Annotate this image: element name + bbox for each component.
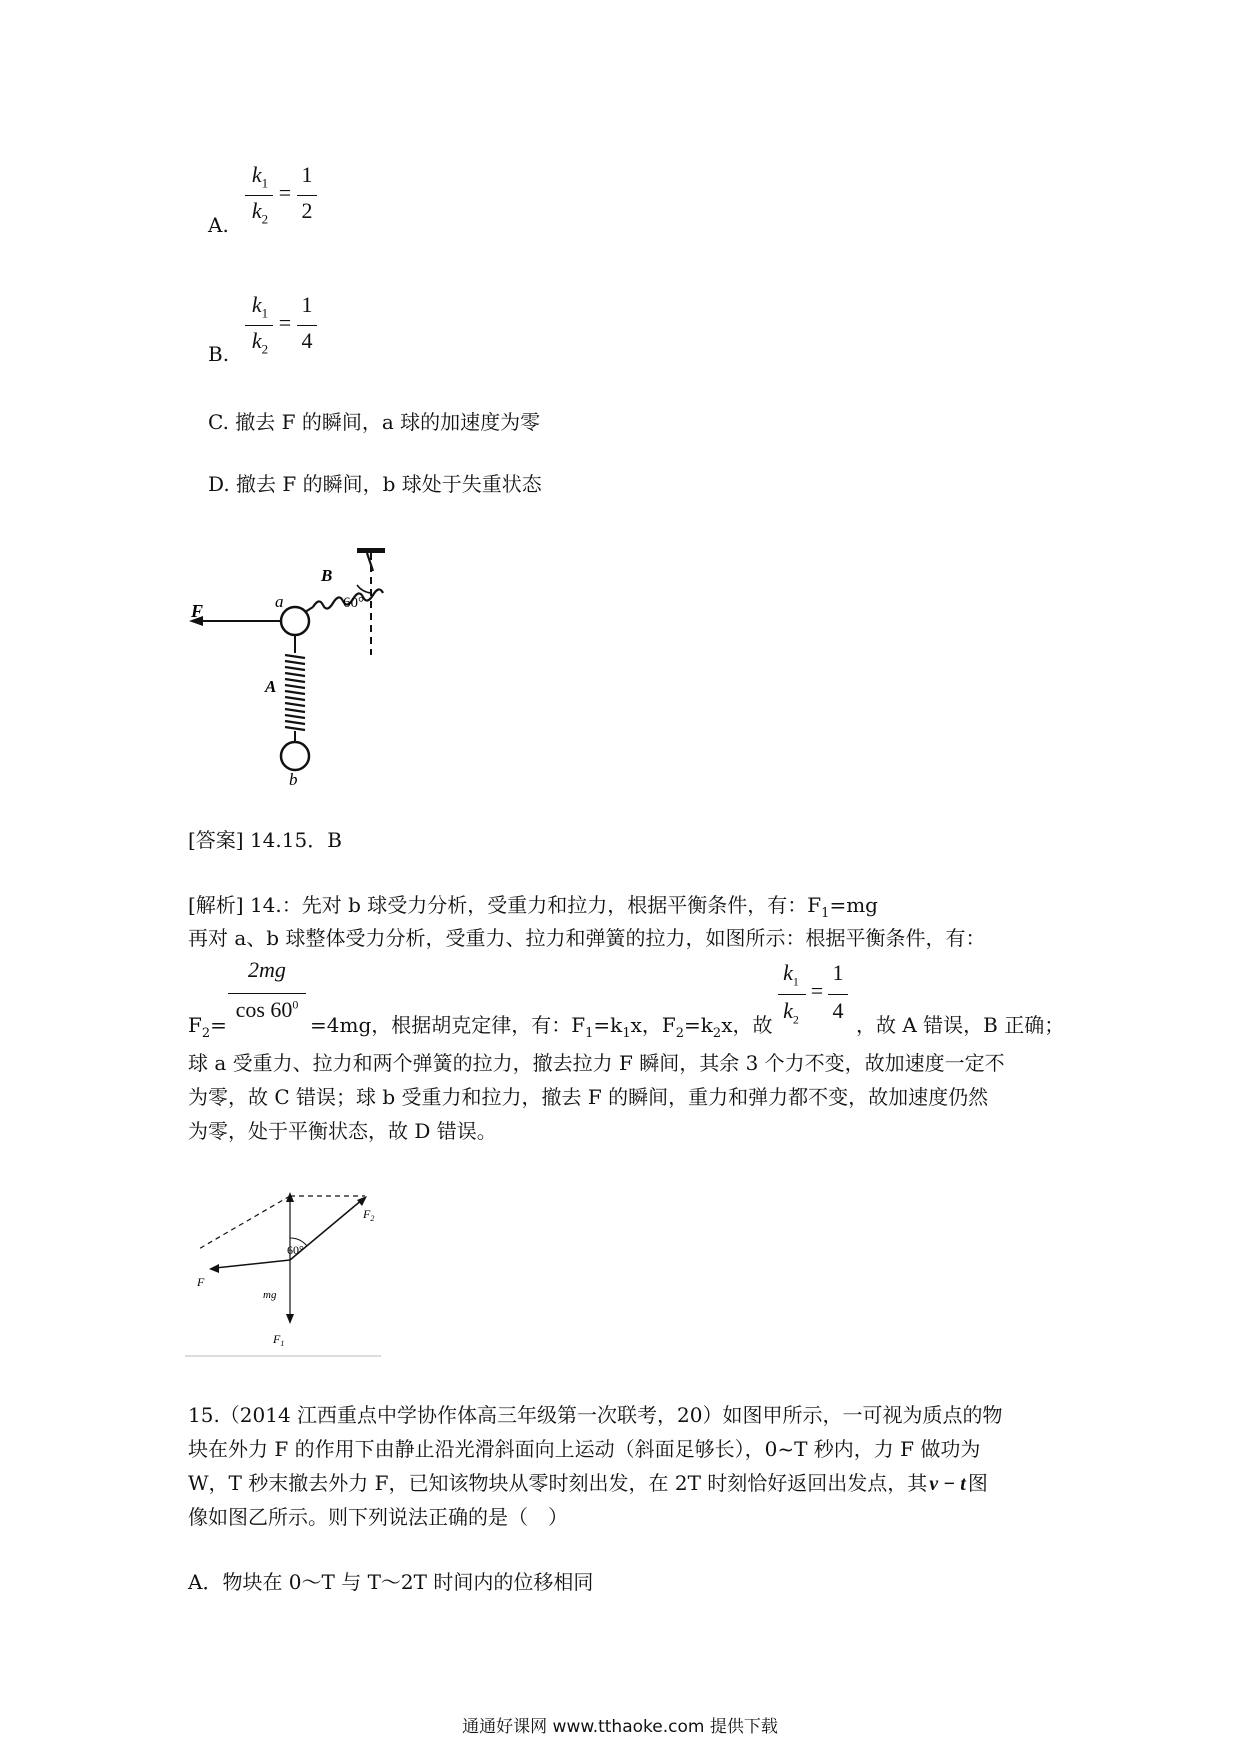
q15-line-3-text: W，T 秒末撤去外力 F，已知该物块从零时刻出发，在 2T 时刻恰好返回出发点，其 xyxy=(188,1471,928,1495)
line3-text-3: x，F xyxy=(630,1013,676,1037)
option-a-formula xyxy=(245,160,320,235)
force-diagram xyxy=(185,1188,385,1358)
f2-diag-sub: 2 xyxy=(370,1214,375,1223)
mg-diagram-label: mg xyxy=(263,1289,277,1301)
line3-sub-4: 2 xyxy=(712,1026,722,1041)
fraction-numerator: 2mg xyxy=(248,957,286,982)
angle-diagram-label: 60° xyxy=(287,1243,304,1257)
ratio-numerator: 1 xyxy=(301,162,313,187)
line3-text-2: =k xyxy=(593,1013,623,1037)
f2-fraction xyxy=(226,955,308,1035)
angle-60-label: 60° xyxy=(343,595,364,611)
k2-letter: k xyxy=(251,198,262,223)
k2-sub: 2 xyxy=(261,211,269,227)
f2-label xyxy=(188,1008,227,1051)
k2-sub: 2 xyxy=(261,341,269,357)
f2-equals: = xyxy=(210,1013,227,1037)
spring-a-label: A xyxy=(265,677,277,696)
f-diagram-label: F xyxy=(197,1275,205,1289)
ratio-den: 4 xyxy=(832,998,844,1023)
analysis-line-1-end: =mg xyxy=(829,893,878,917)
k1-letter: k xyxy=(251,292,262,317)
q15-line-3 xyxy=(188,1466,988,1501)
f1-diag-letter: F xyxy=(273,1332,281,1346)
ratio-k2: k xyxy=(783,998,793,1023)
k1-letter: k xyxy=(251,162,262,187)
f2-diagram-label xyxy=(362,1207,374,1223)
analysis-line-2: 再对 a、b 球整体受力分析，受重力、拉力和弹簧的拉力，如图所示：根据平衡条件，有： xyxy=(188,926,986,950)
analysis-line-4: 球 a 受重力、拉力和两个弹簧的拉力，撤去拉力 F 瞬间，其余 3 个力不变，故加速度一定不 xyxy=(188,1051,1005,1075)
q15-line-1: 15.（2014 江西重点中学协作体高三年级第一次联考，20）如图甲所示，一可视为质点的物 xyxy=(188,1403,1003,1427)
force-f-label: F xyxy=(191,601,204,621)
q15-line-4: 像如图乙所示。则下列说法正确的是（ ） xyxy=(188,1505,568,1529)
option-d: D. 撤去 F 的瞬间，b 球处于失重状态 xyxy=(208,472,542,496)
equals-sign: = xyxy=(278,180,292,205)
option-b-formula xyxy=(245,290,320,365)
equals-sign: = xyxy=(278,310,292,335)
fraction-denominator: cos 60 xyxy=(235,997,293,1022)
line3-text-4: =k xyxy=(684,1013,713,1037)
ratio-k1-sub: 1 xyxy=(792,974,799,989)
ratio-numerator: 1 xyxy=(301,292,313,317)
f1-diagram-label xyxy=(272,1332,284,1348)
ratio-equals: = xyxy=(810,978,824,1003)
analysis-line-6: 为零，处于平衡状态，故 D 错误。 xyxy=(188,1119,497,1143)
f1-diag-sub: 1 xyxy=(280,1339,285,1348)
answer-line: [答案] 14.15．B xyxy=(188,828,342,852)
f2-diag-letter: F xyxy=(363,1207,371,1221)
ratio-denominator: 2 xyxy=(301,198,313,223)
ratio-k1: k xyxy=(783,960,793,985)
line3-text-1: =4mg，根据胡克定律，有：F xyxy=(310,1013,586,1037)
q15-option-a: A．物块在 0～T 与 T～2T 时间内的位移相同 xyxy=(188,1570,594,1594)
ratio-denominator: 4 xyxy=(301,328,313,353)
page-footer: 通通好课网 www.tthaoke.com 提供下载 xyxy=(462,1717,778,1737)
k1-sub: 1 xyxy=(261,175,269,191)
q15-line-2: 块在外力 F 的作用下由静止沿光滑斜面向上运动（斜面足够长），0~T 秒内，力 F 做功为 xyxy=(188,1437,981,1461)
line3-sub-1: 1 xyxy=(585,1026,594,1041)
option-c: C. 撤去 F 的瞬间，a 球的加速度为零 xyxy=(208,410,541,434)
f2-letter: F xyxy=(188,1013,202,1037)
ball-a-label: a xyxy=(275,592,284,611)
ratio-num: 1 xyxy=(832,960,844,985)
k2-letter: k xyxy=(251,328,262,353)
analysis-line-3 xyxy=(310,1008,772,1051)
ratio-fraction xyxy=(778,958,850,1038)
option-a-label: A. xyxy=(208,213,229,237)
k1-sub: 1 xyxy=(261,305,269,321)
option-b-label: B. xyxy=(208,342,230,366)
spring-diagram xyxy=(185,545,425,785)
analysis-line-1-text: [解析] 14.：先对 b 球受力分析，受重力和拉力，根据平衡条件，有：F xyxy=(188,893,822,917)
analysis-line-3-end: ，故 A 错误，B 正确； xyxy=(856,1013,1065,1037)
analysis-line-5: 为零，故 C 错误；球 b 受重力和拉力，撤去 F 的瞬间，重力和弹力都不变，故加速度仍然 xyxy=(188,1085,989,1109)
degree-sup: 0 xyxy=(292,997,299,1012)
line3-sub-2: 1 xyxy=(622,1026,631,1041)
vt-symbol: v − t xyxy=(929,1473,966,1495)
line3-sub-3: 2 xyxy=(675,1026,685,1041)
q15-line-3-end: 图 xyxy=(967,1471,988,1495)
f1-subscript: 1 xyxy=(821,906,830,921)
line3-text-5: x，故 xyxy=(721,1013,773,1037)
ball-b-label: b xyxy=(289,770,298,785)
ratio-k2-sub: 2 xyxy=(792,1012,799,1027)
f2-subscript: 2 xyxy=(201,1026,211,1041)
spring-b-label: B xyxy=(321,566,333,585)
